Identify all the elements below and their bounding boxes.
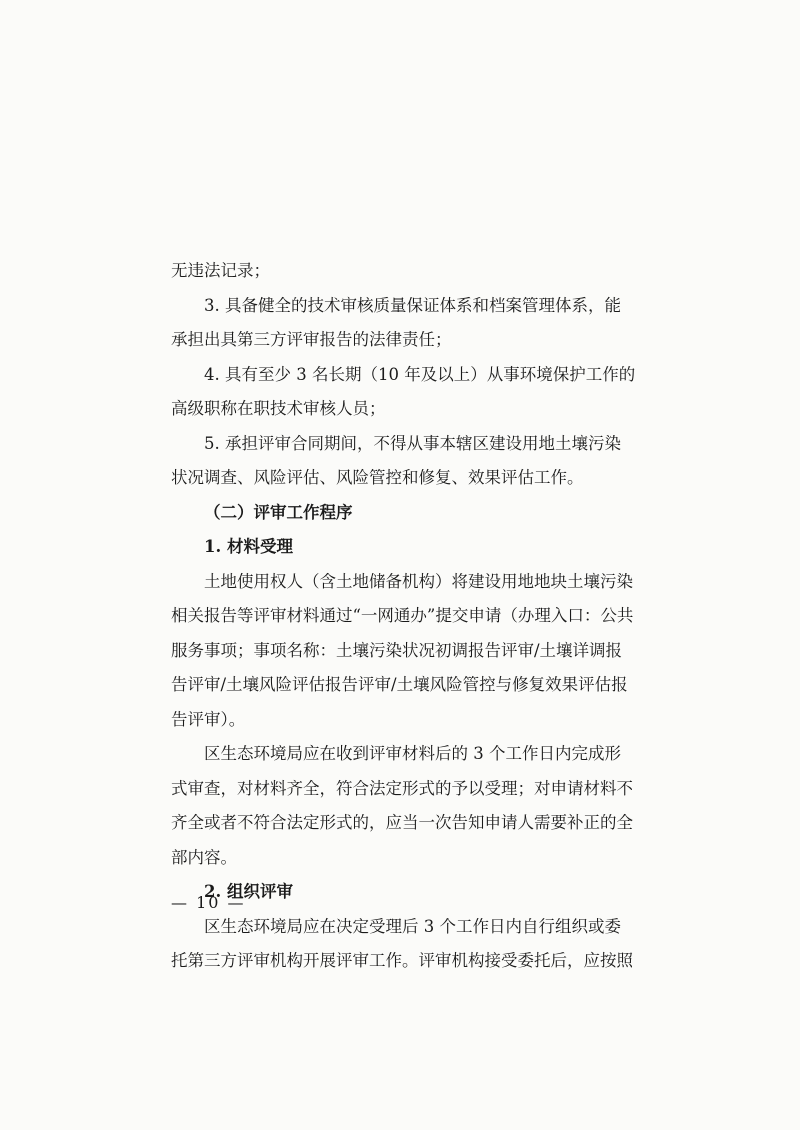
subsection-heading-organize-review: 2. 组织评审 xyxy=(204,882,293,901)
paragraph-line: 服务事项；事项名称：土壤污染状况初调报告评审/土壤详调报 xyxy=(171,640,623,660)
paragraph-line: 齐全或者不符合法定形式的，应当一次告知申请人需要补正的全 xyxy=(171,813,633,832)
text-line: 高级职称在职技术审核人员； xyxy=(171,399,386,418)
section-heading: （二）评审工作程序 xyxy=(204,502,353,522)
text-line: 无违法记录； xyxy=(171,261,270,280)
text-line: 承担出具第三方评审报告的法律责任； xyxy=(171,330,452,349)
subsection-heading-material-acceptance: 1. 材料受理 xyxy=(204,537,293,556)
list-item-3: 3. 具备健全的技术审核质量保证体系和档案管理体系，能 xyxy=(204,295,621,315)
text-line: 状况调查、风险评估、风险管控和修复、效果评估工作。 xyxy=(171,468,584,487)
page-number: — 10 — xyxy=(171,893,246,912)
paragraph-line: 告评审）。 xyxy=(171,709,246,729)
paragraph-line: 式审查，对材料齐全，符合法定形式的予以受理；对申请材料不 xyxy=(171,778,633,798)
paragraph-line: 土地使用权人（含土地储备机构）将建设用地地块土壤污染 xyxy=(204,571,633,591)
paragraph-line: 相关报告等评审材料通过“一网通办”提交申请（办理入口：公共 xyxy=(171,606,634,625)
paragraph-line: 告评审/土壤风险评估报告评审/土壤风险管控与修复效果评估报 xyxy=(171,675,628,694)
paragraph-line: 部内容。 xyxy=(171,847,237,867)
list-item-4: 4. 具有至少 3 名长期（10 年及以上）从事环境保护工作的 xyxy=(204,364,636,384)
list-item-5: 5. 承担评审合同期间，不得从事本辖区建设用地土壤污染 xyxy=(204,433,621,453)
paragraph-line: 区生态环境局应在收到评审材料后的 3 个工作日内完成形 xyxy=(204,744,621,763)
document-body xyxy=(171,254,636,979)
paragraph-line: 区生态环境局应在决定受理后 3 个工作日内自行组织或委 xyxy=(204,916,621,936)
paragraph-line: 托第三方评审机构开展评审工作。评审机构接受委托后，应按照 xyxy=(171,951,633,970)
